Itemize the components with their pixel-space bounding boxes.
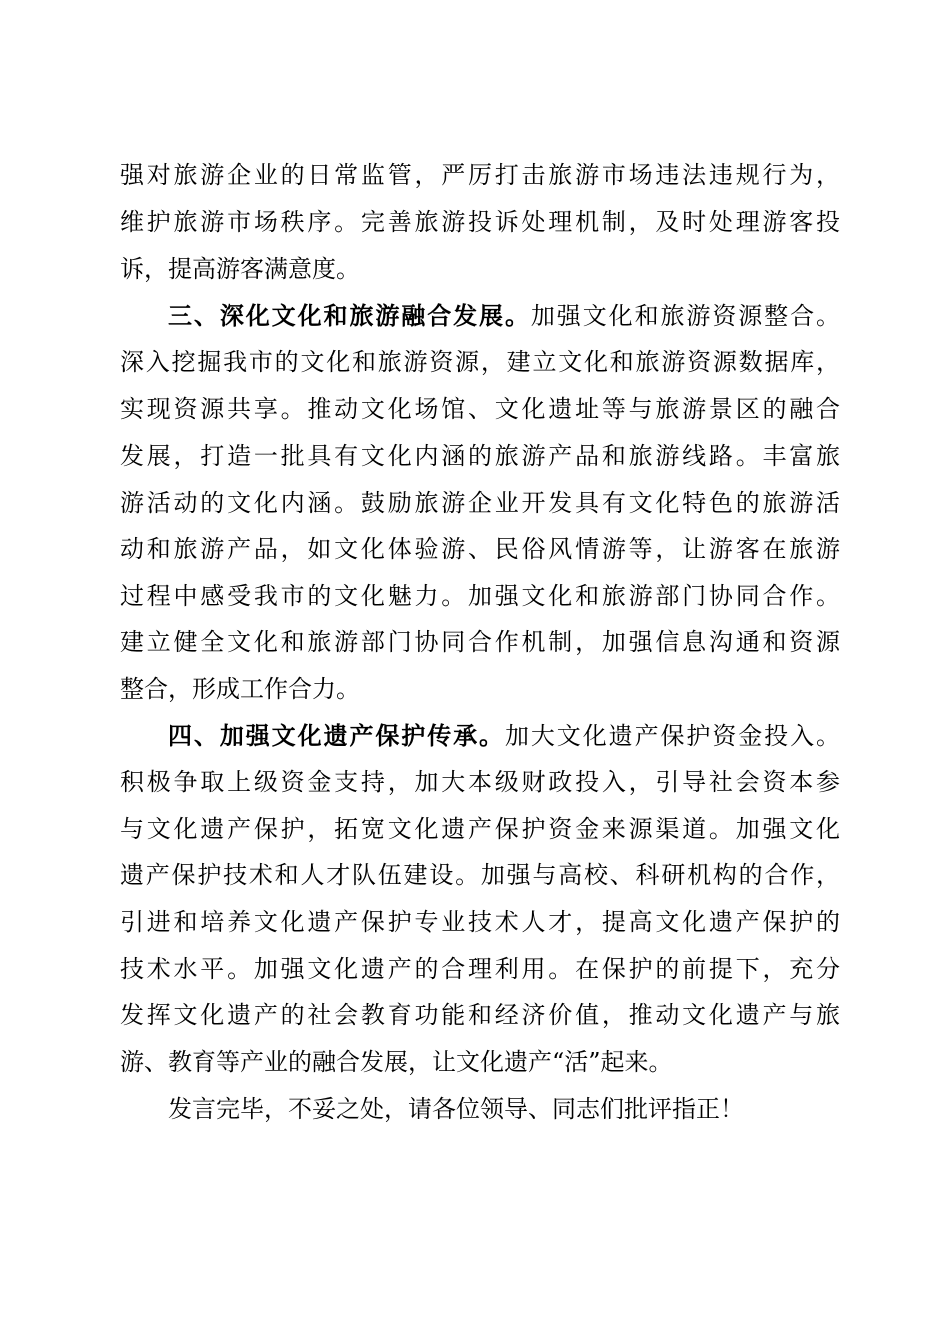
paragraph-2-line-7: 过程中感受我市的文化魅力。加强文化和旅游部门协同合作。 — [120, 582, 840, 610]
paragraph-3-line-3: 与文化遗产保护，拓宽文化遗产保护资金来源渠道。加强文化 — [120, 815, 840, 843]
paragraph-3-line-2: 积极争取上级资金支持，加大本级财政投入，引导社会资本参 — [120, 768, 840, 796]
paragraph-3-first-line-text: 加大文化遗产保护资金投入。 — [504, 722, 840, 750]
paragraph-1-line-1: 强对旅游企业的日常监管，严厉打击旅游市场违法违规行为， — [120, 161, 840, 189]
paragraph-2-line-4: 发展，打造一批具有文化内涵的旅游产品和旅游线路。丰富旅 — [120, 442, 840, 470]
paragraph-2-first-line — [168, 296, 840, 336]
paragraph-2-line-2: 深入挖掘我市的文化和旅游资源，建立文化和旅游资源数据库， — [120, 348, 840, 376]
paragraph-3-first-line — [168, 716, 840, 756]
paragraph-1-line-2: 维护旅游市场秩序。完善旅游投诉处理机制，及时处理游客投 — [120, 208, 840, 236]
paragraph-1-line-3: 诉，提高游客满意度。 — [120, 255, 360, 283]
closing-remark: 发言完毕，不妥之处，请各位领导、同志们批评指正！ — [168, 1095, 744, 1123]
paragraph-2-line-5: 游活动的文化内涵。鼓励旅游企业开发具有文化特色的旅游活 — [120, 489, 840, 517]
paragraph-2-line-6: 动和旅游产品，如文化体验游、民俗风情游等，让游客在旅游 — [120, 535, 840, 563]
paragraph-3-line-4: 遗产保护技术和人才队伍建设。加强与高校、科研机构的合作， — [120, 861, 840, 889]
paragraph-2-line-3: 实现资源共享。推动文化场馆、文化遗址等与旅游景区的融合 — [120, 395, 840, 423]
section-four-heading: 四、加强文化遗产保护传承。 — [168, 722, 505, 750]
paragraph-3-line-6: 技术水平。加强文化遗产的合理利用。在保护的前提下，充分 — [120, 955, 840, 983]
paragraph-3-line-8: 游、教育等产业的融合发展，让文化遗产“活”起来。 — [120, 1048, 673, 1076]
section-three-heading: 三、深化文化和旅游融合发展。 — [168, 302, 531, 330]
paragraph-2-line-8: 建立健全文化和旅游部门协同合作机制，加强信息沟通和资源 — [120, 628, 840, 656]
paragraph-2-line-9: 整合，形成工作合力。 — [120, 675, 360, 703]
paragraph-3-line-7: 发挥文化遗产的社会教育功能和经济价值，推动文化遗产与旅 — [120, 1001, 840, 1029]
paragraph-2-first-line-text: 加强文化和旅游资源整合。 — [530, 302, 840, 330]
paragraph-3-line-5: 引进和培养文化遗产保护专业技术人才，提高文化遗产保护的 — [120, 908, 840, 936]
